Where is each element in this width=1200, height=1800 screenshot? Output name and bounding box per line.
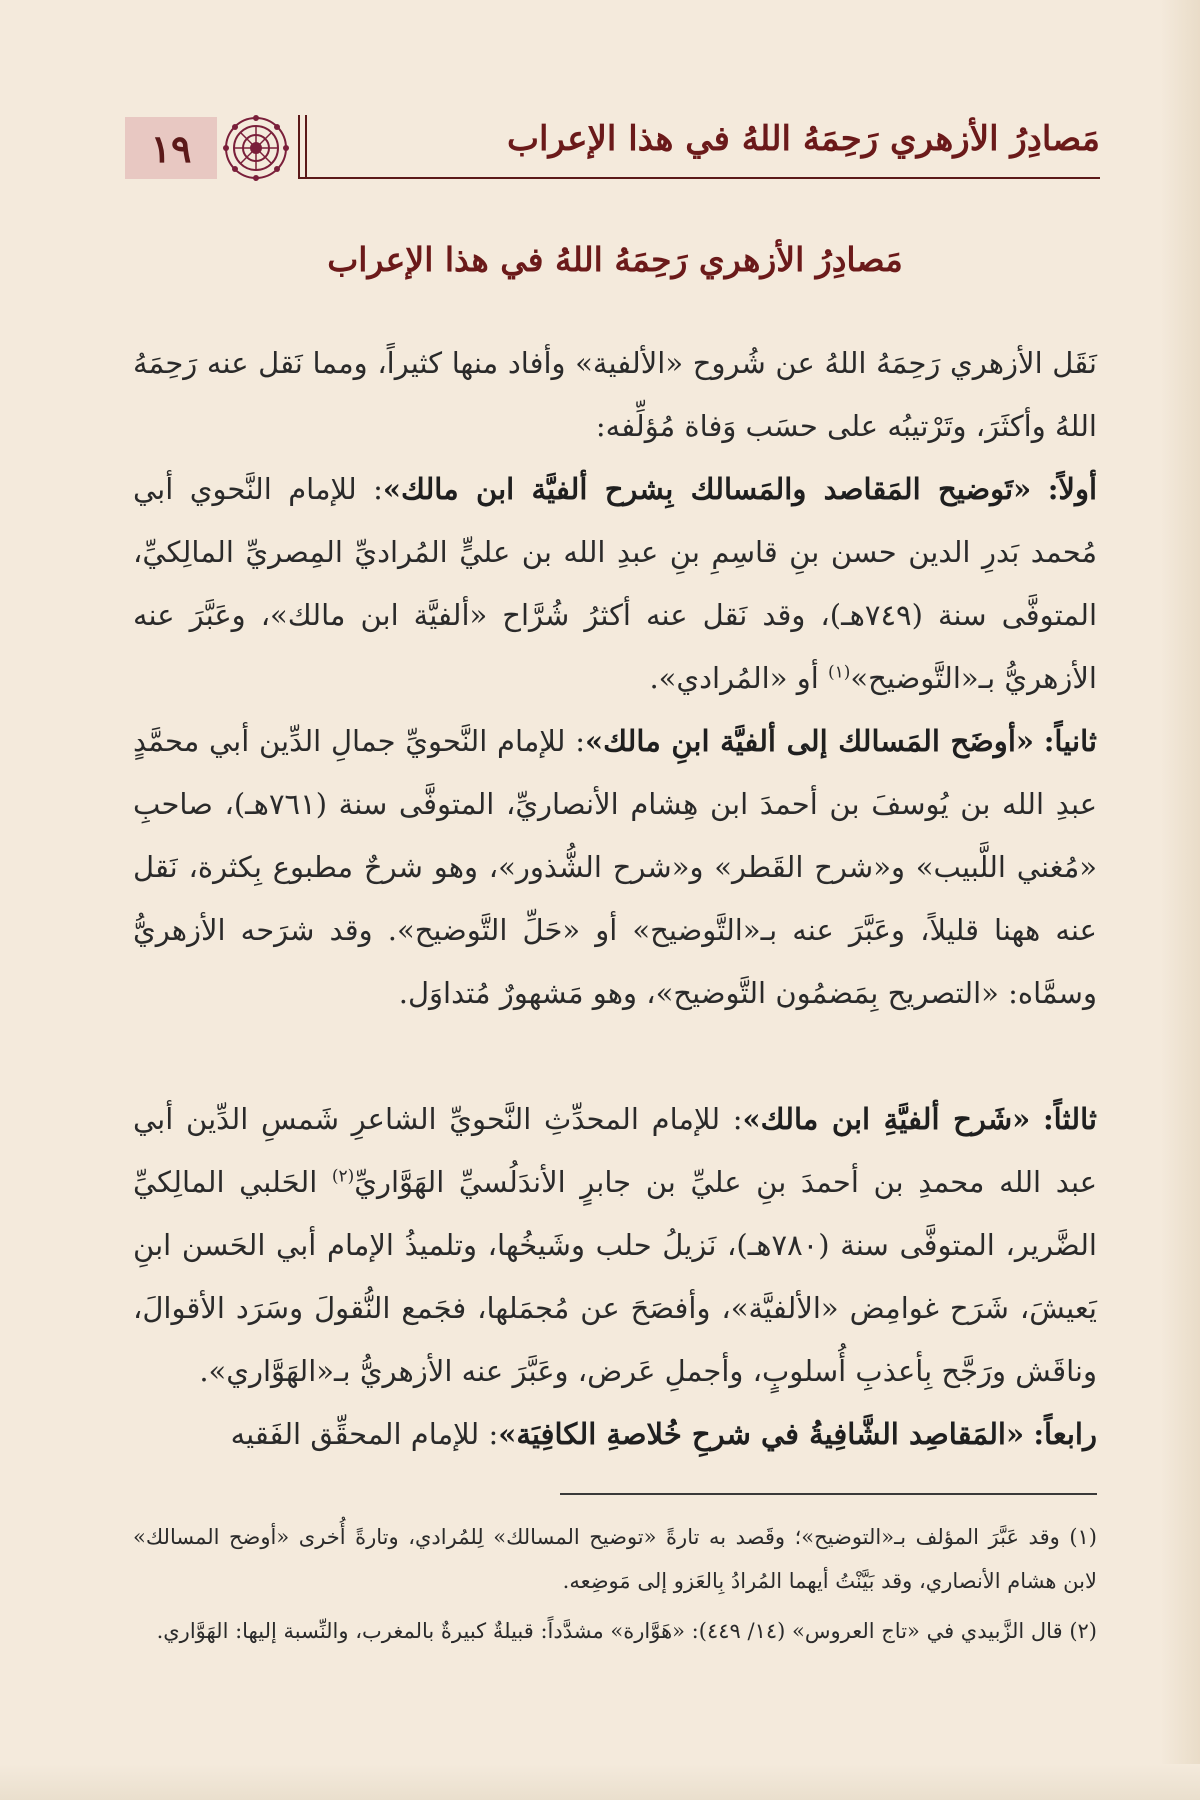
- rosette-ornament-icon: [223, 115, 289, 181]
- footnote-number: (١): [1069, 1525, 1097, 1549]
- source-entry-2: [133, 710, 1097, 1025]
- source-description: : للإمام المحدِّثِ النَّحويِّ الشاعرِ شَمسِ الدِّين أبي عبد الله محمدِ بن أحمدَ بنِ عليِّ بن جابرٍ الأندَلُسيِّ الهَوَّاريِّ: [133, 1102, 1097, 1199]
- source-label: رابعاً:: [1033, 1417, 1097, 1451]
- section-heading: مَصادِرُ الأزهري رَحِمَهُ اللهُ في هذا الإعراب: [327, 240, 903, 279]
- source-entry-1: [133, 458, 1097, 710]
- page-edge-shadow: [1160, 0, 1200, 1800]
- footnote-2: [133, 1609, 1097, 1653]
- source-description: : للإمام النَّحوي أبي مُحمد بَدرِ الدين حسن بنِ قاسِمِ بنِ عبدِ الله بن عليٍّ المُراديِّ المِصريِّ المالِكيِّ، المتوفَّى سنة (٧٤٩هـ)، وقد نَقل عنه أكثرُ شُرَّاح «ألفيَّة ابن مالك»، وعَبَّرَ عنه الأزهريُّ بـ«التَّوضيح»: [133, 472, 1098, 695]
- source-description: : للإمام المحقِّق الفَقيه: [230, 1417, 499, 1451]
- source-title: «شَرح ألفيَّةِ ابن مالك»: [742, 1102, 1031, 1136]
- footnote-text: وقد عَبَّرَ المؤلف بـ«التوضيح»؛ وقَصد به تارةً «توضيح المسالك» لِلمُرادي، وتارةً أُخرى «أوضح المسالك» لابن هشام الأنصاري، وقد بَيَّنْتُ أيهما المُرادُ بِالعَزو إلى مَوضِعه.: [133, 1525, 1097, 1593]
- source-entry-4: [133, 1403, 1097, 1466]
- page-header: [125, 115, 1100, 185]
- footnote-reference[interactable]: (٢): [331, 1166, 355, 1187]
- running-title: مَصادِرُ الأزهري رَحِمَهُ اللهُ في هذا الإعراب: [507, 119, 1100, 159]
- source-description: : للإمام النَّحويِّ جمالِ الدِّين أبي محمَّدٍ عبدِ الله بن يُوسفَ بن أحمدَ ابن هِشام الأنصاريِّ، المتوفَّى سنة (٧٦١هـ)، صاحبِ «مُغني اللَّبيب» و«شرح القَطر» و«شرح الشُّذور»، وهو شرحٌ مطبوع بِكثرة، نَقل عنه ههنا قليلاً، وعَبَّرَ عنه بـ«التَّوضيح» أو «حَلِّ التَّوضيح». وقد شرَحه الأزهريُّ وسمَّاه: «التصريح بِمَضمُون التَّوضيح»، وهو مَشهورٌ مُتداوَل.: [133, 724, 1097, 1010]
- source-label: أولاً:: [1047, 472, 1098, 506]
- footnote-separator: [560, 1493, 1097, 1495]
- page-bottom-shadow: [0, 1764, 1200, 1800]
- footnote-reference[interactable]: (١): [827, 662, 851, 683]
- page-number: ١٩: [125, 117, 217, 179]
- footnote-number: (٢): [1069, 1619, 1097, 1643]
- source-description-tail: الحَلبي المالِكيِّ الضَّرير، المتوفَّى سنة (٧٨٠هـ)، نَزيلُ حلب وشَيخُها، وتلميذُ الإمام أبي الحَسن ابنِ يَعيشَ، شَرَح غوامِض «الألفيَّة»، وأفصَحَ عن مُجمَلها، فجَمع النُّقولَ وسَرَد الأقوالَ، وناقَش ورَجَّح بِأعذبِ أُسلوبٍ، وأجملِ عَرض، وعَبَّرَ عنه الأزهريُّ بـ«الهَوَّاري».: [133, 1165, 1097, 1388]
- source-entry-3: [133, 1088, 1097, 1403]
- header-vertical-rule: [305, 115, 307, 177]
- source-title: «المَقاصِد الشَّافِيةُ في شرحِ خُلاصةِ الكافِيَة»: [498, 1417, 1025, 1451]
- footnote-text: قال الزَّبيدي في «تاج العروس» (١٤/ ٤٤٩): «هَوَّارة» مشدَّداً: قبيلةٌ كبيرةٌ بالمغرب، والنِّسبة إليها: الهَوَّاري.: [156, 1619, 1063, 1643]
- source-label: ثانياً:: [1043, 724, 1097, 758]
- source-title: «تَوضيح المَقاصد والمَسالك بِشرح ألفيَّة ابن مالك»: [382, 472, 1032, 506]
- source-label: ثالثاً:: [1042, 1102, 1097, 1136]
- intro-paragraph: نَقَل الأزهري رَحِمَهُ اللهُ عن شُروح «الألفية» وأفاد منها كثيراً، ومما نَقل عنه رَحِمَهُ اللهُ وأكثَرَ، وتَرْتيبُه على حسَب وَفاة مُؤلِّفه:: [133, 346, 1097, 443]
- header-rule: [298, 177, 1100, 179]
- header-vertical-rule: [298, 115, 300, 177]
- footnote-1: [133, 1515, 1097, 1603]
- source-description-tail: أو «المُرادي».: [649, 661, 828, 695]
- source-title: «أوضَح المَسالك إلى ألفيَّة ابنِ مالك»: [584, 724, 1034, 758]
